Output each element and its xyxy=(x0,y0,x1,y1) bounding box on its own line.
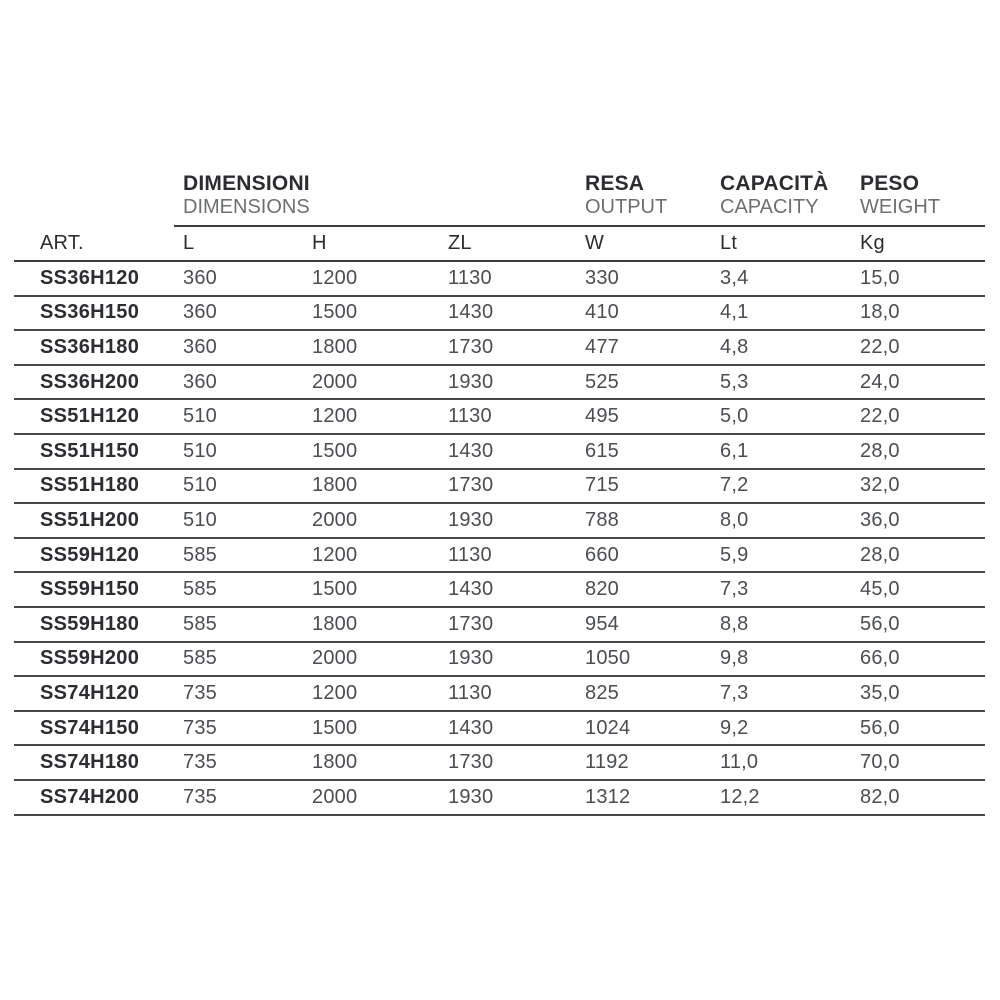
group-title-peso: PESO xyxy=(860,172,920,195)
column-header-w: W xyxy=(585,232,605,254)
group-subtitle-output: OUTPUT xyxy=(585,196,668,218)
table-row xyxy=(14,643,985,678)
cell-value: 477 xyxy=(585,335,619,358)
column-header-l: L xyxy=(183,232,195,254)
cell-art-code: SS51H180 xyxy=(40,474,140,497)
cell-value: 28,0 xyxy=(860,439,900,462)
cell-art-code: SS51H120 xyxy=(40,405,140,428)
spec-table xyxy=(14,170,985,816)
cell-art-code: SS36H150 xyxy=(40,301,140,324)
cell-value: 56,0 xyxy=(860,716,900,739)
cell-value: 1130 xyxy=(448,266,492,289)
cell-value: 1730 xyxy=(448,335,494,358)
table-row xyxy=(14,539,985,574)
table-row xyxy=(14,366,985,401)
cell-value: 1500 xyxy=(312,439,358,462)
cell-value: 1200 xyxy=(312,266,358,289)
cell-value: 36,0 xyxy=(860,508,900,531)
cell-value: 28,0 xyxy=(860,543,900,566)
cell-value: 510 xyxy=(183,439,217,462)
cell-value: 1430 xyxy=(448,578,494,601)
cell-value: 7,3 xyxy=(720,578,749,601)
table-row xyxy=(14,435,985,470)
cell-value: 360 xyxy=(183,335,217,358)
cell-value: 735 xyxy=(183,681,217,704)
column-group-dimensions xyxy=(183,173,585,227)
cell-art-code: SS59H180 xyxy=(40,612,140,635)
cell-value: 1730 xyxy=(448,612,494,635)
cell-value: 3,4 xyxy=(720,266,749,289)
cell-value: 1430 xyxy=(448,716,494,739)
group-subtitle-capacity: CAPACITY xyxy=(720,196,819,218)
cell-value: 9,8 xyxy=(720,647,749,670)
column-group-output xyxy=(585,173,720,227)
cell-value: 1130 xyxy=(448,543,492,566)
cell-value: 15,0 xyxy=(860,266,900,289)
cell-value: 5,3 xyxy=(720,370,749,393)
cell-value: 2000 xyxy=(312,785,358,808)
cell-value: 35,0 xyxy=(860,681,900,704)
cell-value: 735 xyxy=(183,751,217,774)
cell-value: 510 xyxy=(183,405,217,428)
cell-value: 6,1 xyxy=(720,439,749,462)
cell-value: 585 xyxy=(183,578,217,601)
cell-value: 1800 xyxy=(312,474,358,497)
table-row xyxy=(14,573,985,608)
group-title-dimensioni: DIMENSIONI xyxy=(183,172,310,195)
cell-value: 660 xyxy=(585,543,619,566)
cell-value: 22,0 xyxy=(860,335,900,358)
group-title-capacita: CAPACITÀ xyxy=(720,172,829,195)
cell-value: 735 xyxy=(183,785,217,808)
cell-value: 585 xyxy=(183,543,217,566)
cell-value: 1430 xyxy=(448,301,494,324)
cell-value: 32,0 xyxy=(860,474,900,497)
cell-value: 510 xyxy=(183,508,217,531)
cell-value: 11,0 xyxy=(720,751,759,774)
table-row xyxy=(14,262,985,297)
cell-value: 788 xyxy=(585,508,619,531)
cell-value: 615 xyxy=(585,439,619,462)
cell-art-code: SS59H150 xyxy=(40,578,140,601)
cell-art-code: SS51H150 xyxy=(40,439,140,462)
cell-value: 495 xyxy=(585,405,619,428)
table-row xyxy=(14,504,985,539)
cell-value: 12,2 xyxy=(720,785,760,808)
cell-value: 1500 xyxy=(312,716,358,739)
cell-value: 18,0 xyxy=(860,301,900,324)
table-row xyxy=(14,400,985,435)
column-header-kg: Kg xyxy=(860,232,885,254)
cell-value: 1930 xyxy=(448,785,494,808)
cell-value: 1800 xyxy=(312,751,358,774)
cell-value: 585 xyxy=(183,612,217,635)
cell-value: 56,0 xyxy=(860,612,900,635)
cell-value: 66,0 xyxy=(860,647,900,670)
cell-value: 585 xyxy=(183,647,217,670)
cell-value: 1312 xyxy=(585,785,631,808)
table-row xyxy=(14,331,985,366)
cell-value: 360 xyxy=(183,370,217,393)
cell-value: 410 xyxy=(585,301,619,324)
cell-value: 70,0 xyxy=(860,751,900,774)
cell-value: 4,8 xyxy=(720,335,749,358)
cell-value: 360 xyxy=(183,301,217,324)
column-header-zl: ZL xyxy=(448,232,472,254)
cell-art-code: SS74H200 xyxy=(40,785,140,808)
cell-value: 45,0 xyxy=(860,578,900,601)
cell-value: 1730 xyxy=(448,751,494,774)
cell-value: 1930 xyxy=(448,508,494,531)
cell-value: 1050 xyxy=(585,647,631,670)
cell-value: 2000 xyxy=(312,647,358,670)
column-header-lt: Lt xyxy=(720,232,738,254)
cell-value: 5,9 xyxy=(720,543,749,566)
column-group-header-row xyxy=(14,170,985,227)
cell-art-code: SS74H150 xyxy=(40,716,140,739)
cell-value: 9,2 xyxy=(720,716,749,739)
cell-value: 1130 xyxy=(448,681,492,704)
cell-value: 2000 xyxy=(312,508,358,531)
group-header-underline xyxy=(174,225,985,227)
cell-value: 24,0 xyxy=(860,370,900,393)
column-header-row xyxy=(14,227,985,262)
cell-value: 735 xyxy=(183,716,217,739)
table-row xyxy=(14,712,985,747)
cell-value: 1024 xyxy=(585,716,631,739)
cell-value: 1930 xyxy=(448,370,494,393)
table-row xyxy=(14,677,985,712)
cell-value: 8,0 xyxy=(720,508,749,531)
cell-value: 715 xyxy=(585,474,619,497)
cell-value: 2000 xyxy=(312,370,358,393)
column-header-h: H xyxy=(312,232,327,254)
cell-value: 8,8 xyxy=(720,612,749,635)
table-row xyxy=(14,781,985,816)
cell-value: 360 xyxy=(183,266,217,289)
group-subtitle-dimensions: DIMENSIONS xyxy=(183,196,310,218)
cell-value: 7,2 xyxy=(720,474,749,497)
cell-value: 1730 xyxy=(448,474,494,497)
cell-value: 7,3 xyxy=(720,681,749,704)
cell-value: 1800 xyxy=(312,335,358,358)
table-body xyxy=(14,262,985,816)
cell-art-code: SS74H120 xyxy=(40,681,140,704)
cell-value: 954 xyxy=(585,612,619,635)
cell-art-code: SS36H200 xyxy=(40,370,140,393)
cell-art-code: SS59H120 xyxy=(40,543,140,566)
cell-value: 820 xyxy=(585,578,619,601)
cell-value: 1930 xyxy=(448,647,494,670)
cell-value: 1500 xyxy=(312,578,358,601)
cell-value: 1200 xyxy=(312,405,358,428)
cell-value: 1430 xyxy=(448,439,494,462)
cell-value: 1800 xyxy=(312,612,358,635)
cell-art-code: SS59H200 xyxy=(40,647,140,670)
cell-value: 1200 xyxy=(312,681,358,704)
column-group-weight xyxy=(860,173,985,227)
cell-art-code: SS74H180 xyxy=(40,751,140,774)
cell-value: 825 xyxy=(585,681,619,704)
cell-value: 330 xyxy=(585,266,619,289)
cell-value: 5,0 xyxy=(720,405,749,428)
group-subtitle-weight: WEIGHT xyxy=(860,196,940,218)
cell-value: 510 xyxy=(183,474,217,497)
cell-value: 1500 xyxy=(312,301,358,324)
cell-value: 22,0 xyxy=(860,405,900,428)
cell-value: 82,0 xyxy=(860,785,900,808)
cell-value: 525 xyxy=(585,370,619,393)
group-title-resa: RESA xyxy=(585,172,645,195)
cell-value: 1192 xyxy=(585,751,629,774)
column-group-capacity xyxy=(720,173,860,227)
cell-value: 1200 xyxy=(312,543,358,566)
cell-art-code: SS36H180 xyxy=(40,335,140,358)
cell-art-code: SS51H200 xyxy=(40,508,140,531)
table-row xyxy=(14,608,985,643)
cell-value: 1130 xyxy=(448,405,492,428)
table-row xyxy=(14,297,985,332)
column-header-art: ART. xyxy=(40,232,84,254)
table-row xyxy=(14,746,985,781)
cell-art-code: SS36H120 xyxy=(40,266,140,289)
table-row xyxy=(14,470,985,505)
cell-value: 4,1 xyxy=(720,301,749,324)
